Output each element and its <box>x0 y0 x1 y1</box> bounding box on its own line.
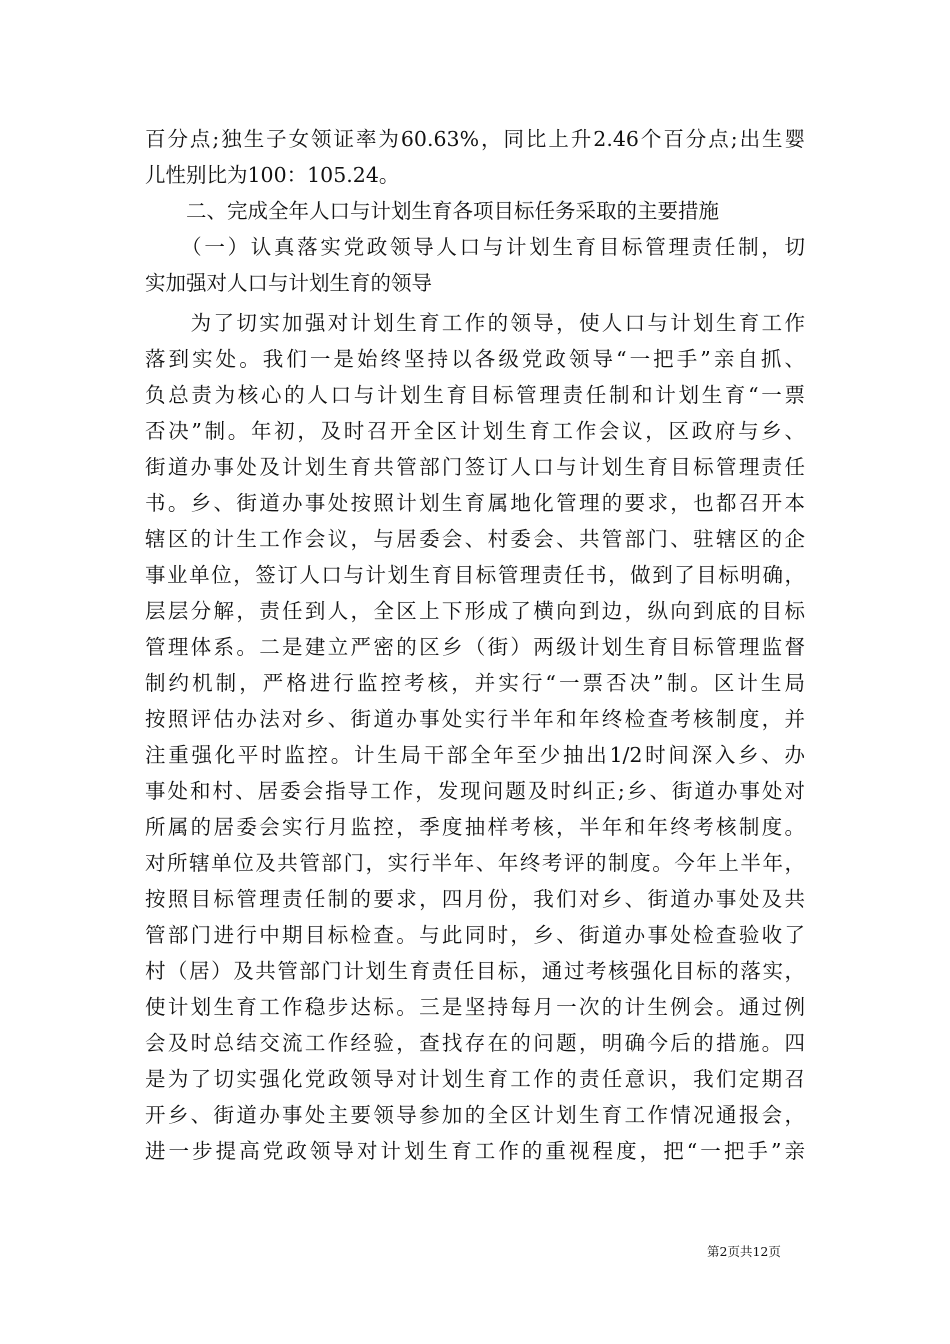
page-number-footer: 第2页共12页 <box>707 1244 781 1259</box>
body-line-14: 层层分解，责任到人，全区上下形成了横向到边，纵向到底的目标 <box>145 599 805 623</box>
body-line-7: 落到实处。我们一是始终坚持以各级党政领导“一把手”亲自抓、 <box>145 347 805 371</box>
body-line-18: 注重强化平时监控。计生局干部全年至少抽出1/2时间深入乡、办 <box>145 743 805 767</box>
body-line-26: 会及时总结交流工作经验，查找存在的问题，明确今后的措施。四 <box>145 1031 805 1055</box>
body-line-27: 是为了切实强化党政领导对计划生育工作的责任意识，我们定期召 <box>145 1067 805 1091</box>
body-line-17: 按照评估办法对乡、街道办事处实行半年和年终检查考核制度，并 <box>145 707 805 731</box>
section-heading: 二、完成全年人口与计划生育各项目标任务采取的主要措施 <box>145 199 719 223</box>
body-line-9: 否决”制。年初，及时召开全区计划生育工作会议，区政府与乡、 <box>145 419 805 443</box>
body-line-21: 对所辖单位及共管部门，实行半年、年终考评的制度。今年上半年， <box>145 851 805 875</box>
body-line-29: 进一步提高党政领导对计划生育工作的重视程度，把“一把手”亲 <box>145 1139 805 1163</box>
body-line-22: 按照目标管理责任制的要求，四月份，我们对乡、街道办事处及共 <box>145 887 805 911</box>
subsection-heading-line-2: 实加强对人口与计划生育的领导 <box>145 271 432 295</box>
body-line-20: 所属的居委会实行月监控，季度抽样考核，半年和年终考核制度。 <box>145 815 805 839</box>
body-line-13: 事业单位，签订人口与计划生育目标管理责任书，做到了目标明确， <box>145 563 805 587</box>
body-line-12: 辖区的计生工作会议，与居委会、村委会、共管部门、驻辖区的企 <box>145 527 805 551</box>
body-line-23: 管部门进行中期目标检查。与此同时，乡、街道办事处检查验收了 <box>145 923 805 947</box>
body-line-8: 负总责为核心的人口与计划生育目标管理责任制和计划生育“一票 <box>145 383 805 407</box>
body-line-25: 使计划生育工作稳步达标。三是坚持每月一次的计生例会。通过例 <box>145 995 805 1019</box>
body-line-19: 事处和村、居委会指导工作，发现问题及时纠正;乡、街道办事处对 <box>145 779 805 803</box>
body-line-2: 儿性别比为100：105.24。 <box>145 163 400 187</box>
body-line-6: 为了切实加强对计划生育工作的领导，使人口与计划生育工作 <box>145 311 805 335</box>
subsection-heading-line-1: （一）认真落实党政领导人口与计划生育目标管理责任制，切 <box>145 235 805 259</box>
body-line-1: 百分点;独生子女领证率为60.63%，同比上升2.46个百分点;出生婴 <box>145 127 805 151</box>
body-line-24: 村（居）及共管部门计划生育责任目标，通过考核强化目标的落实， <box>145 959 805 983</box>
body-line-11: 书。乡、街道办事处按照计划生育属地化管理的要求，也都召开本 <box>145 491 805 515</box>
body-line-10: 街道办事处及计划生育共管部门签订人口与计划生育目标管理责任 <box>145 455 805 479</box>
body-line-16: 制约机制，严格进行监控考核，并实行“一票否决”制。区计生局 <box>145 671 805 695</box>
body-line-28: 开乡、街道办事处主要领导参加的全区计划生育工作情况通报会， <box>145 1103 805 1127</box>
body-line-15: 管理体系。二是建立严密的区乡（街）两级计划生育目标管理监督 <box>145 635 805 659</box>
